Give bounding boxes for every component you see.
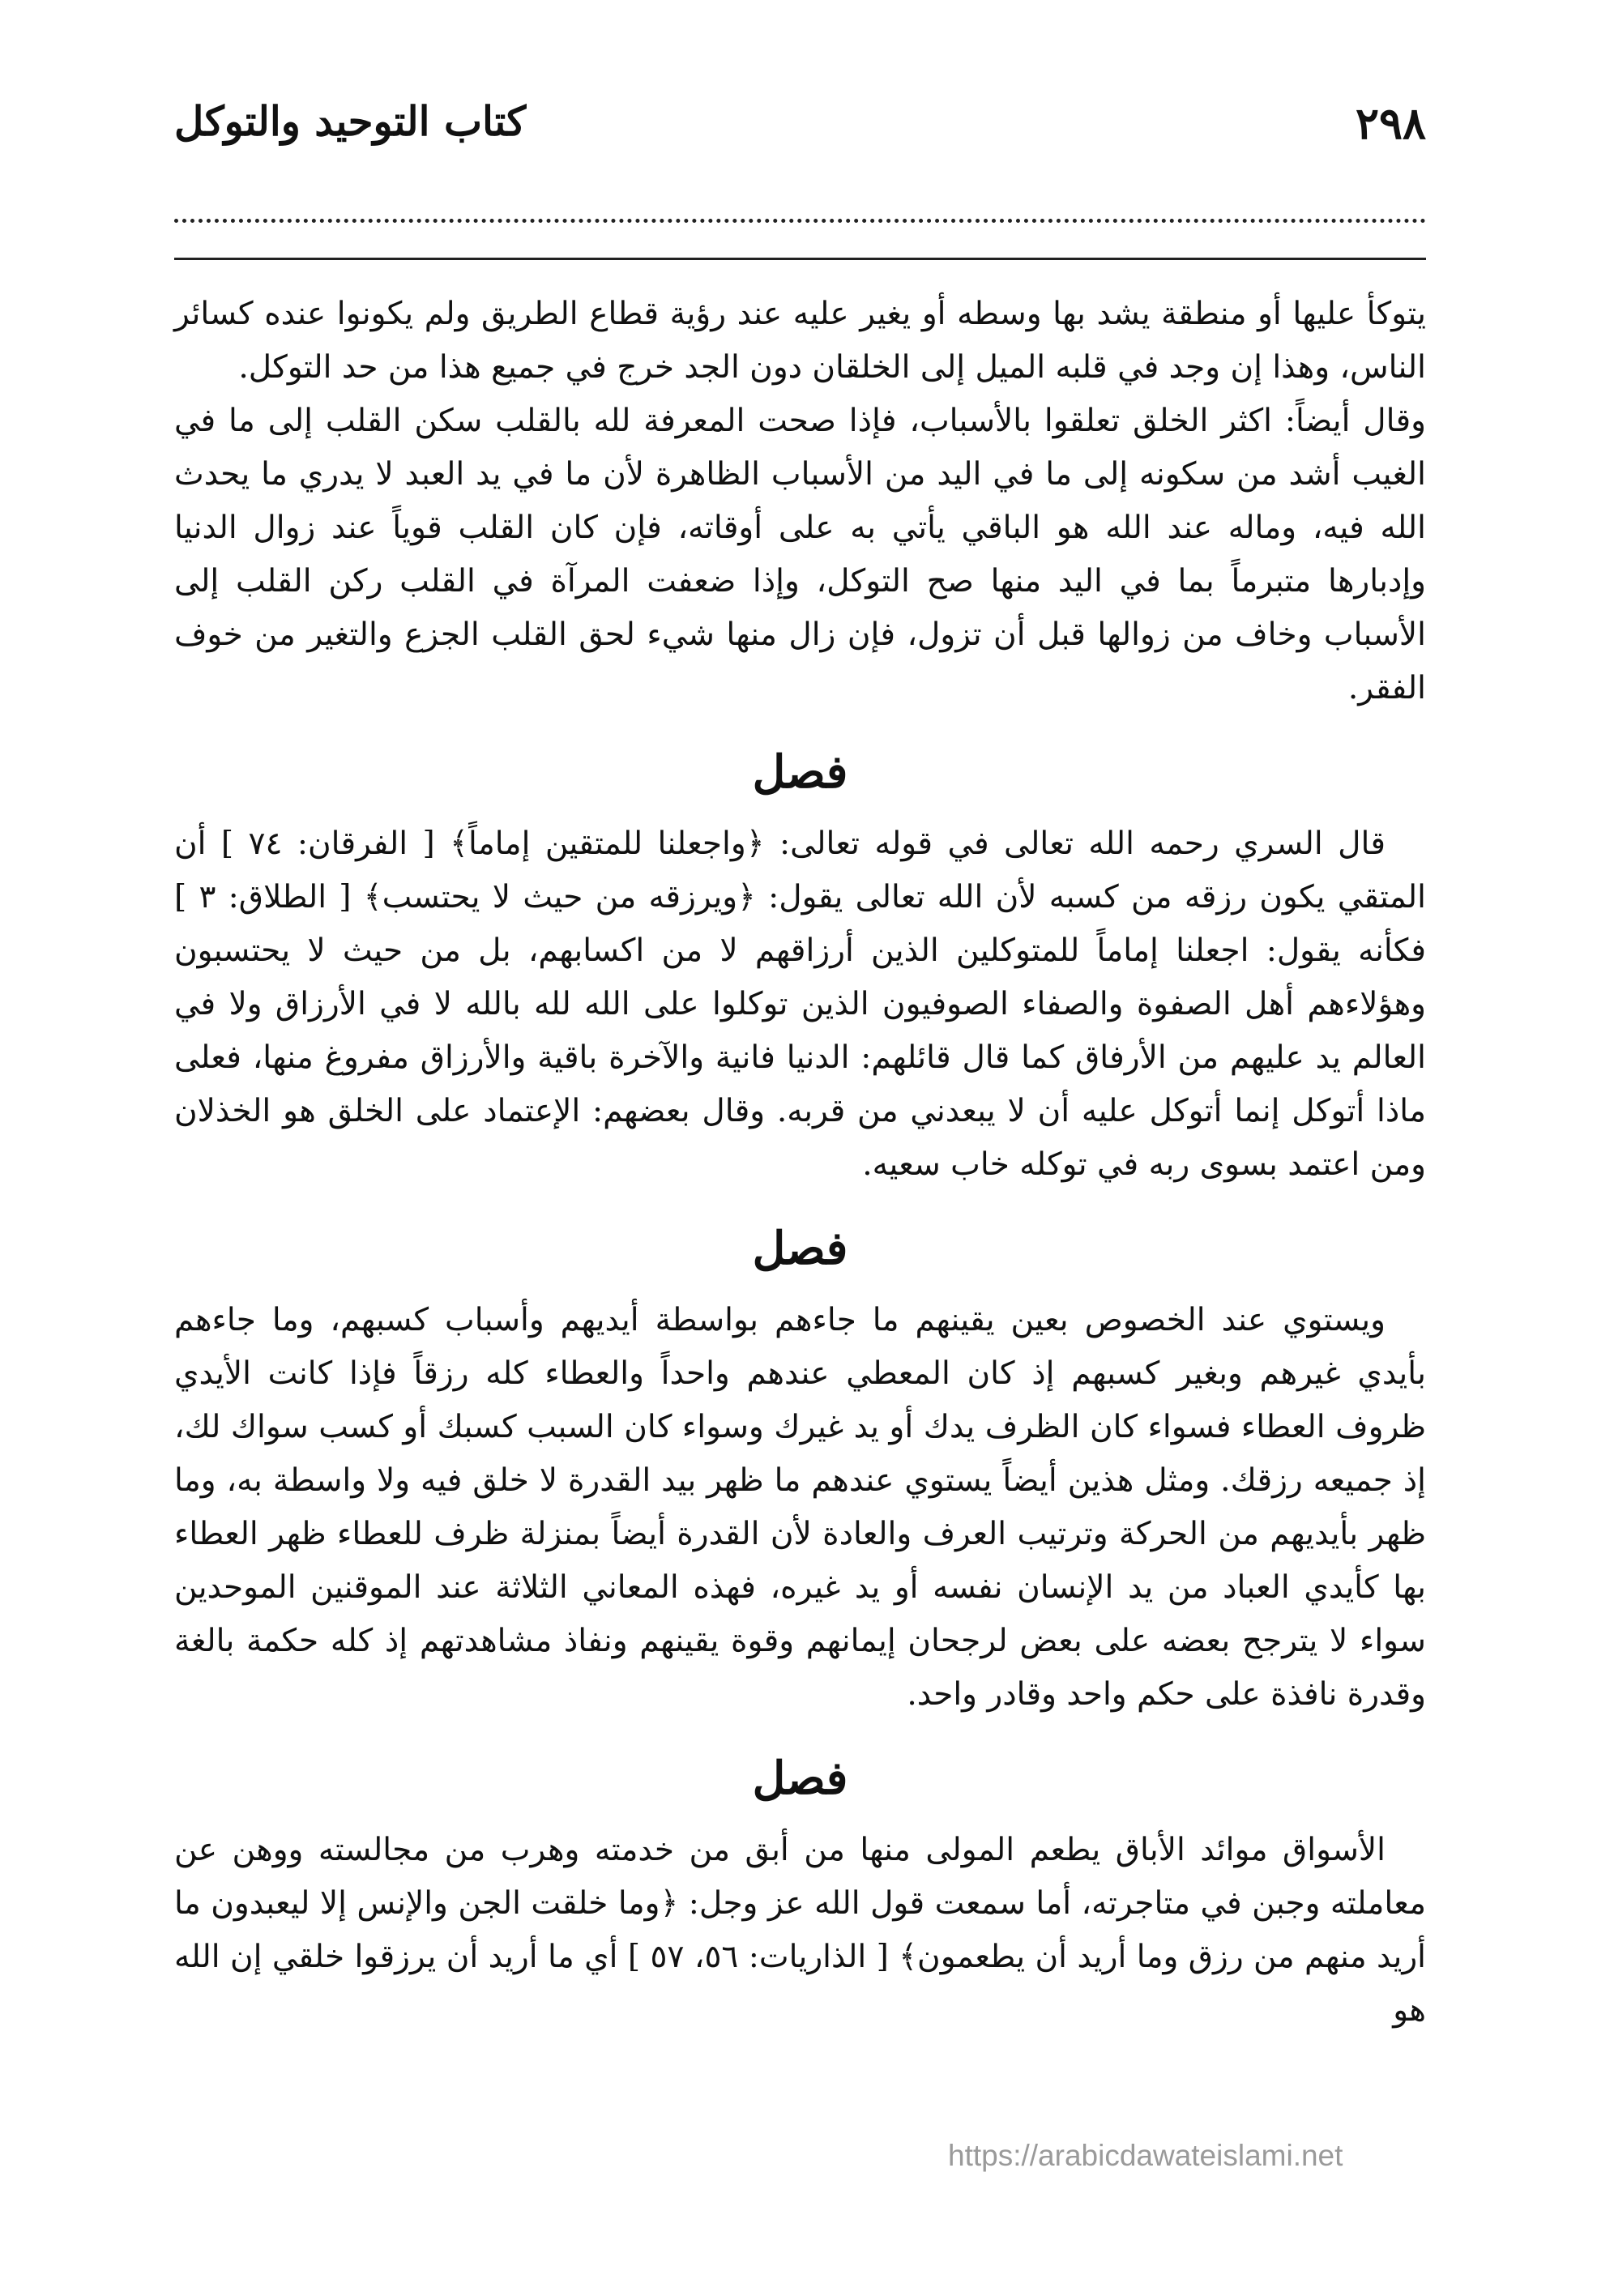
paragraph-1: يتوكأ عليها أو منطقة يشد بها وسطه أو يغير عليه عند رؤية قطاع الطريق ولم يكونوا عنده كسائر الناس، وهذا إن وجد في قلبه الميل إلى الخلقان دون الجد خرج في جميع هذا من حد التوكل.: [174, 296, 1426, 386]
paragraph-5: الأسواق موائد الأباق يطعم المولى منها من أبق من خدمته وهرب من مجالسته ووهن عن معاملته وجبن في متاجرته، أما سمعت قول الله عز وجل: ﴿وما خلقت الجن والإنس إلا ليعبدون ما أريد منهم من رزق وما أريد أن يطعمون﴾ [ الذاريات: ٥٦، ٥٧ ] أي ما أريد أن يرزقوا خلقي إن الله هو: [174, 1832, 1427, 2029]
page-body: [174, 288, 1426, 2038]
page-header: [174, 97, 1426, 178]
dotted-divider: [174, 219, 1426, 223]
section-heading-1: فصل: [752, 745, 848, 799]
solid-divider: [174, 258, 1426, 260]
paragraph-3: قال السري رحمه الله تعالى في قوله تعالى: ﴿واجعلنا للمتقين إماماً﴾ [ الفرقان: ٧٤ ] أن المتقي يكون رزقه من كسبه لأن الله تعالى يقول: ﴿ويرزقه من حيث لا يحتسب﴾ [ الطلاق: ٣ ] فكأنه يقول: اجعلنا إماماً للمتوكلين الذين أرزاقهم لا من اكسابهم، بل من حيث لا يحتسبون وهؤلاءهم أهل الصفوة والصفاء الصوفيون الذين توكلوا على الله لله بالله لا في الأرزاق ولا في العالم يد عليهم من الأرفاق كما قال قائلهم: الدنيا فانية والآخرة باقية والأرزاق مفروغ منها، فعلى ماذا أتوكل إنما أتوكل عليه أن لا يبعدني من قربه. وقال بعضهم: الإعتماد على الخلق هو الخذلان ومن اعتمد بسوى ربه في توكله خاب سعيه.: [174, 826, 1426, 1183]
page-number: ٢٩٨: [1355, 97, 1426, 149]
paragraph-4: ويستوي عند الخصوص بعين يقينهم ما جاءهم بواسطة أيديهم وأسباب كسبهم، وما جاءهم بأيدي غيرهم وبغير كسبهم إذ كان المعطي عندهم واحداً والعطاء كله رزقاً فإذا كانت الأيدي ظروف العطاء فسواء كان الظرف يدك أو يد غيرك وسواء كان السبب كسبك أو كسب سواك لك، إذ جميعه رزقك. ومثل هذين أيضاً يستوي عندهم ما ظهر بيد القدرة لا خلق فيه ولا واسطة به، وما ظهر بأيديهم من الحركة وترتيب العرف والعادة لأن القدرة أيضاً بمنزلة ظرف للعطاء ظهر العطاء بها كأيدي العباد من يد الإنسان نفسه أو يد غيره، فهذه المعاني الثلاثة عند الموقنين الموحدين سواء لا يترجح بعضه على بعض لرجحان إيمانهم وقوة يقينهم ونفاذ مشاهدتهم إذ كله حكمة بالغة وقدرة نافذة على حكم واحد وقادر واحد.: [174, 1302, 1426, 1713]
section-heading-2: فصل: [752, 1222, 848, 1275]
watermark-url: https://arabicdawateislami.net: [948, 2139, 1343, 2172]
paragraph-2: وقال أيضاً: اكثر الخلق تعلقوا بالأسباب، فإذا صحت المعرفة لله بالقلب سكن القلب إلى ما في الغيب أشد من سكونه إلى ما في اليد من الأسباب الظاهرة لأن ما في يد العبد لا يدري ما يحدث الله فيه، وماله عند الله هو الباقي يأتي به على أوقاته، فإن كان القلب قوياً عند زوال الدنيا وإدبارها متبرماً بما في اليد منها صح التوكل، وإذا ضعفت المرآة في القلب ركن القلب إلى الأسباب وخاف من زوالها قبل أن تزول، فإن زال منها شيء لحق القلب الجزع والتغير من خوف الفقر.: [174, 403, 1427, 706]
book-title: كتاب التوحيد والتوكل: [174, 97, 527, 145]
section-heading-3: فصل: [752, 1752, 848, 1805]
